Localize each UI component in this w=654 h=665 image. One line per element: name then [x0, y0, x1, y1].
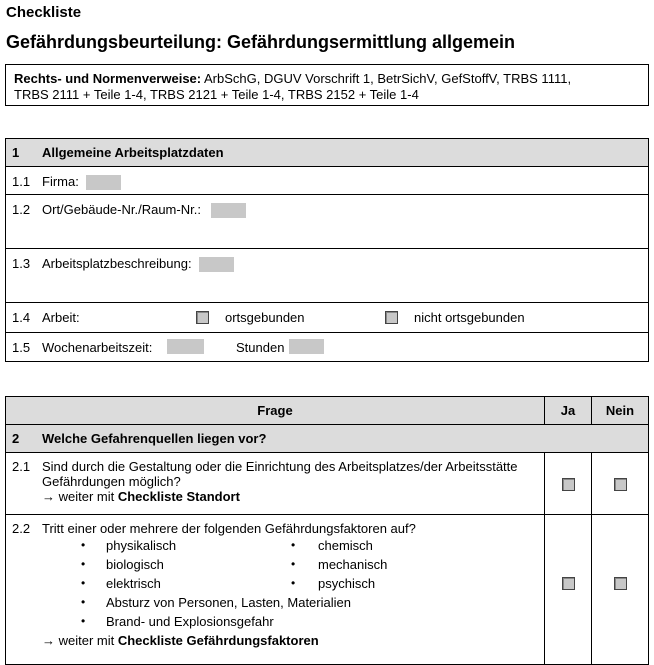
- list-item: chemisch: [318, 538, 373, 553]
- arrow-right-icon: →: [42, 633, 55, 648]
- row-number: 1.1: [12, 174, 31, 189]
- table-row: [6, 167, 649, 195]
- row-label: Wochenarbeitszeit:: [42, 340, 153, 355]
- row-number: 1.2: [12, 202, 31, 217]
- question-text: Tritt einer oder mehrere der folgenden Gefährdungsfaktoren auf?: [42, 521, 416, 536]
- references-text: ArbSchG, DGUV Vorschrift 1, BetrSichV, GefStoffV, TRBS 1111,: [201, 71, 572, 86]
- hours-field[interactable]: [289, 339, 324, 354]
- next-checklist-link[interactable]: Checkliste Gefährdungsfaktoren: [117, 633, 319, 648]
- workplace-data-table: [5, 138, 649, 362]
- row-label: Ort/Gebäude-Nr./Raum-Nr.:: [42, 202, 201, 217]
- column-header-ja: Ja: [545, 397, 592, 425]
- row-label: Arbeitsplatzbeschreibung:: [42, 256, 192, 271]
- ortsgebunden-checkbox[interactable]: [196, 311, 209, 324]
- bullet-icon: •: [81, 576, 86, 590]
- references-box: [5, 64, 649, 106]
- row-number: 1.3: [12, 256, 31, 271]
- hours-unit-label: Stunden: [236, 340, 285, 355]
- location-field[interactable]: [211, 203, 246, 218]
- nicht-ortsgebunden-label: nicht ortsgebunden: [414, 310, 525, 325]
- bullet-icon: •: [81, 557, 86, 571]
- question-text: Sind durch die Gestaltung oder die Einrichtung des Arbeitsplatzes/der Arbeitsstätte: [42, 459, 518, 474]
- weekly-hours-field[interactable]: [167, 339, 204, 354]
- next-prefix: weiter mit: [55, 489, 118, 504]
- bullet-icon: •: [291, 557, 296, 571]
- section-header-row: [6, 139, 649, 167]
- table-row: [6, 303, 649, 333]
- bullet-icon: •: [291, 576, 296, 590]
- list-item: biologisch: [106, 557, 164, 572]
- section-title: Allgemeine Arbeitsplatzdaten: [42, 145, 224, 160]
- column-header-nein: Nein: [592, 397, 649, 425]
- row-number: 1.5: [12, 340, 31, 355]
- table-row: [6, 195, 649, 249]
- bullet-icon: •: [81, 538, 86, 552]
- workplace-description-field[interactable]: [199, 257, 234, 272]
- next-checklist-link[interactable]: Checkliste Standort: [117, 489, 240, 504]
- column-header-row: [6, 397, 649, 425]
- q1-ja-checkbox[interactable]: [562, 478, 575, 491]
- question-row: [6, 515, 649, 665]
- bullet-icon: •: [291, 538, 296, 552]
- questions-table: [5, 396, 649, 665]
- section-header-row: [6, 425, 649, 453]
- list-item: Absturz von Personen, Lasten, Materialien: [106, 595, 351, 610]
- q2-ja-checkbox[interactable]: [562, 577, 575, 590]
- references-label: Rechts- und Normenverweise:: [14, 71, 202, 86]
- question-row: [6, 453, 649, 515]
- firma-field[interactable]: [86, 175, 121, 190]
- list-item: physikalisch: [106, 538, 177, 553]
- question-number: 2.2: [12, 521, 31, 536]
- section-title: Welche Gefahrenquellen liegen vor?: [42, 431, 267, 446]
- next-prefix: weiter mit: [55, 633, 118, 648]
- bullet-icon: •: [81, 595, 86, 609]
- bullet-icon: •: [81, 614, 86, 628]
- nicht-ortsgebunden-checkbox[interactable]: [385, 311, 398, 324]
- list-item: elektrisch: [106, 576, 161, 591]
- references-text-2: TRBS 2111 + Teile 1-4, TRBS 2121 + Teile 1-4, TRBS 2152 + Teile 1-4: [14, 87, 419, 102]
- list-item: mechanisch: [318, 557, 388, 572]
- table-row: [6, 333, 649, 362]
- row-number: 1.4: [12, 310, 31, 325]
- question-number: 2.1: [12, 459, 31, 474]
- row-label: Firma:: [42, 174, 79, 189]
- factor-list: [6, 536, 544, 656]
- document-label: Checkliste: [6, 4, 82, 21]
- list-item: psychisch: [318, 576, 376, 591]
- row-label: Arbeit:: [42, 310, 80, 325]
- section-number: 2: [12, 431, 20, 446]
- q1-nein-checkbox[interactable]: [614, 478, 627, 491]
- q2-nein-checkbox[interactable]: [614, 577, 627, 590]
- column-header-frage: Frage: [6, 397, 545, 425]
- ortsgebunden-label: ortsgebunden: [225, 310, 305, 325]
- arrow-right-icon: →: [42, 489, 55, 504]
- table-row: [6, 249, 649, 303]
- section-number: 1: [12, 145, 20, 160]
- document-title: Gefährdungsbeurteilung: Gefährdungsermittlung allgemein: [6, 32, 516, 52]
- question-text-2: Gefährdungen möglich?: [42, 474, 181, 489]
- list-item: Brand- und Explosionsgefahr: [106, 614, 274, 629]
